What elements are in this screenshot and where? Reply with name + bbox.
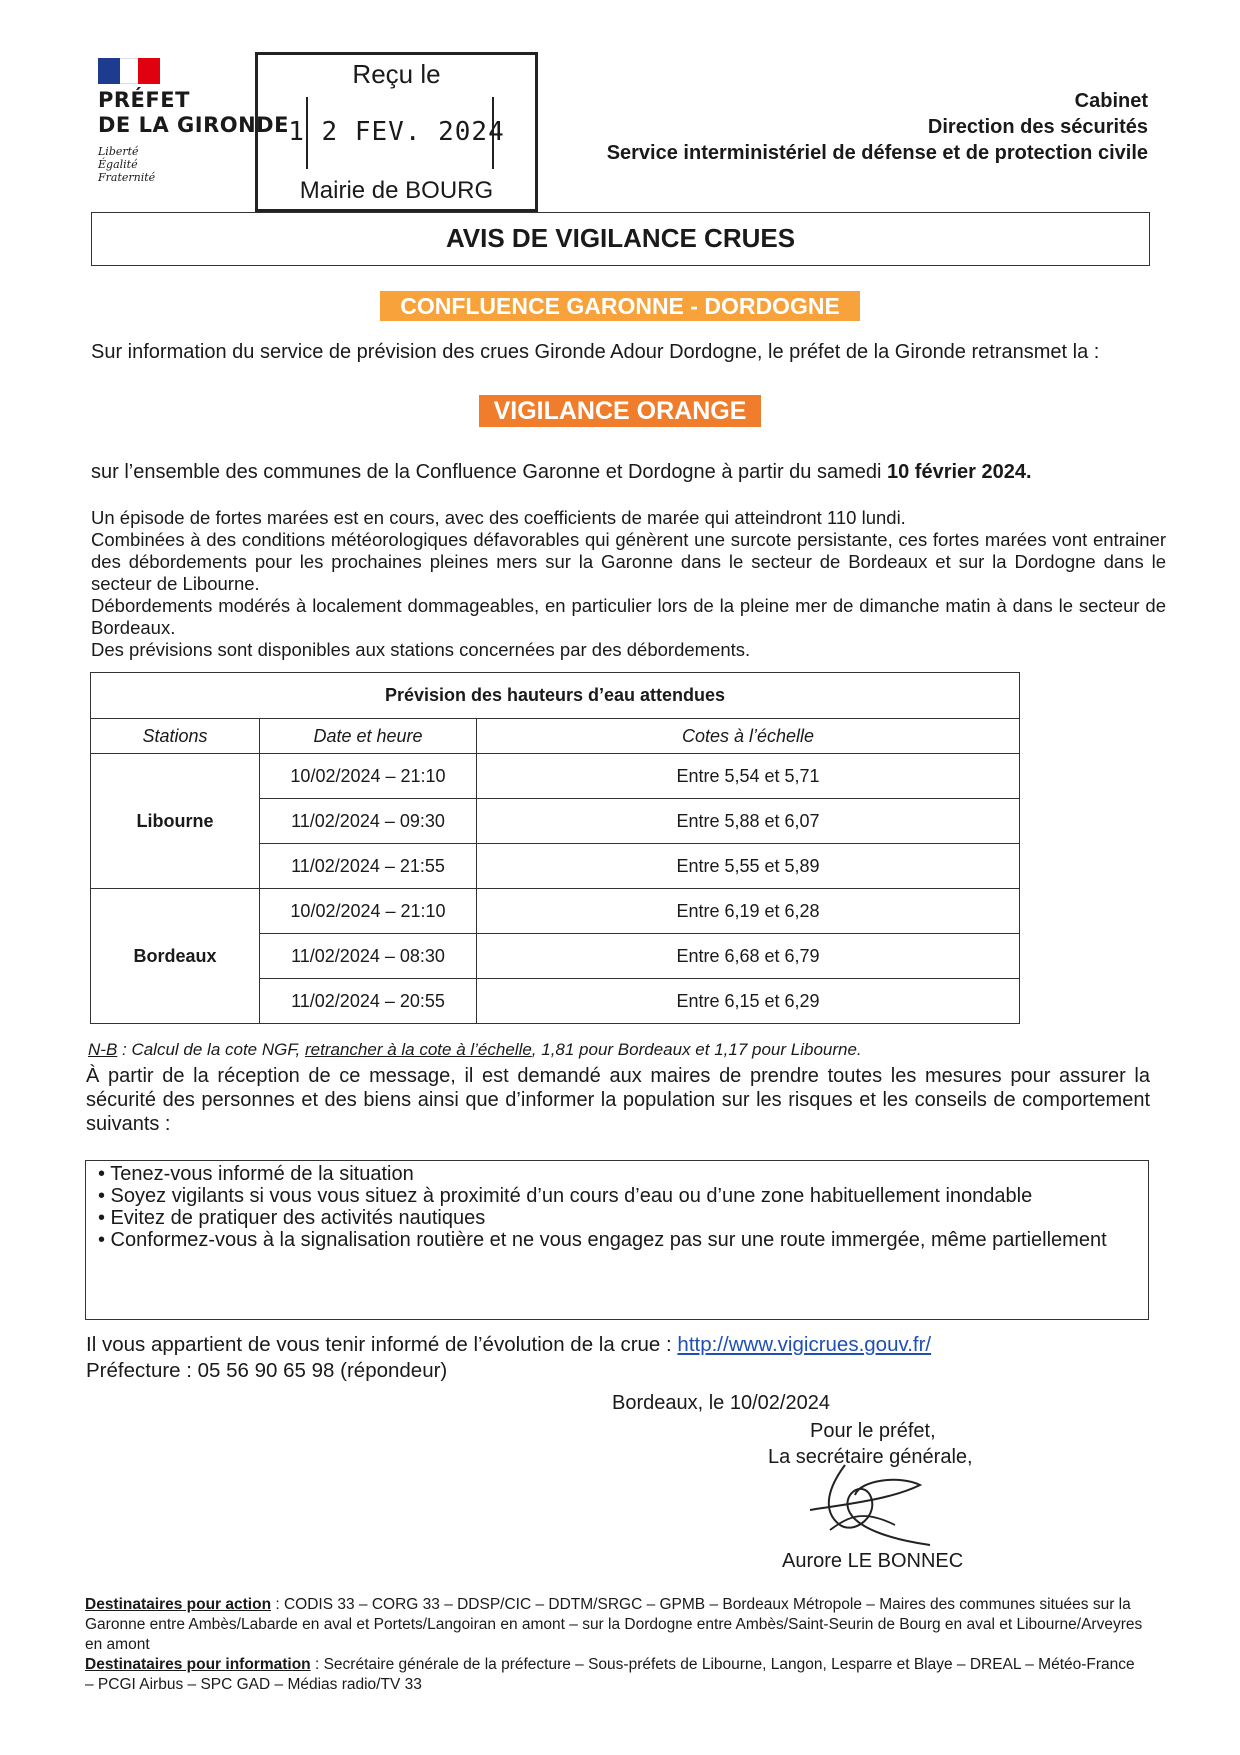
devise-egalite: Égalité — [98, 158, 138, 171]
paragraph-3: Débordements modérés à localement dommageables, en particulier lors de la pleine mer de dimanche matin à dans le secteur de Bordeaux. — [91, 595, 1166, 638]
devise — [98, 145, 155, 184]
row-cote: Entre 6,15 et 6,29 — [477, 979, 1020, 1024]
row-date: 11/02/2024 – 08:30 — [260, 934, 477, 979]
signatory-name: Aurore LE BONNEC — [782, 1550, 964, 1572]
nb-note — [88, 1040, 862, 1060]
row-date: 11/02/2024 – 09:30 — [260, 799, 477, 844]
footer-recipients — [85, 1595, 1145, 1695]
phone-line: Préfecture : 05 56 90 65 98 (répondeur) — [86, 1359, 448, 1382]
prefet-line2: DE LA GIRONDE — [98, 113, 289, 137]
row-date: 11/02/2024 – 21:55 — [260, 844, 477, 889]
action-text: : CODIS 33 – CORG 33 – DDSP/CIC – DDTM/SRGC – GPMB – Bordeaux Métropole – Maires des communes situées sur la Garonne entre Ambès/Labarde en aval et Portets/Langoiran en amont – sur la Dordogne entre Ambès/Saint-Seurin de Bourg en aval et Libourne/Arveyres en amont — [85, 1596, 1143, 1653]
action-label: Destinataires pour action — [85, 1596, 272, 1613]
nb-label: N-B — [88, 1040, 118, 1059]
nb-text1: : Calcul de la cote NGF, — [117, 1040, 305, 1059]
prefet-line1: PRÉFET — [98, 88, 190, 112]
scope-date: 10 février 2024. — [887, 461, 1032, 483]
row-cote: Entre 5,54 et 5,71 — [477, 754, 1020, 799]
request-text: À partir de la réception de ce message, il est demandé aux maires de prendre toutes les mesures pour assurer la sécurité des personnes et des biens ainsi que d’informer la population sur les risques et les conseils de comportement suivants : — [86, 1065, 1150, 1135]
table-caption: Prévision des hauteurs d’eau attendues — [91, 673, 1020, 719]
marianne-flag-logo — [98, 58, 160, 84]
reception-stamp — [255, 52, 538, 212]
info-text: Il vous appartient de vous tenir informé de l’évolution de la crue : — [86, 1333, 678, 1356]
advice-item: • Tenez-vous informé de la situation — [98, 1163, 414, 1185]
info-recipients-text: : Secrétaire générale de la préfecture – Sous-préfets de Libourne, Langon, Lesparre et Blaye – DREAL – Météo-France – PCGI Airbus – SPC GAD – Médias radio/TV 33 — [85, 1656, 1135, 1693]
intro-text: Sur information du service de prévision des crues Gironde Adour Dordogne, le préfet de la Gironde retransmet la : — [91, 341, 1100, 363]
paragraph-1: Un épisode de fortes marées est en cours, avec des coefficients de marée qui atteindront 110 lundi. — [91, 507, 906, 528]
stamp-recu-le: Reçu le — [352, 59, 441, 89]
advice-item: • Conformez-vous à la signalisation routière et ne vous engagez pas sur une route immergée, même partiellement — [98, 1229, 1107, 1251]
paragraph-4: Des prévisions sont disponibles aux stations concernées par des débordements. — [91, 639, 751, 660]
footer-action — [85, 1595, 1145, 1655]
row-cote: Entre 5,55 et 5,89 — [477, 844, 1020, 889]
info-line — [86, 1332, 1150, 1357]
station-libourne: Libourne — [91, 754, 260, 889]
advice-item: • Soyez vigilants si vous vous situez à proximité d’un cours d’eau ou d’une zone habituellement inondable — [98, 1185, 1033, 1207]
row-date: 11/02/2024 – 20:55 — [260, 979, 477, 1024]
table-row — [91, 754, 1020, 799]
devise-fraternite: Fraternité — [98, 171, 156, 184]
signature-line1: Pour le préfet, — [810, 1420, 936, 1442]
advice-box — [85, 1160, 1149, 1320]
zone-highlight: CONFLUENCE GARONNE - DORDOGNE — [380, 291, 860, 321]
header-date: Date et heure — [260, 719, 477, 754]
direction-line: Direction des sécurités — [927, 116, 1148, 138]
table-row — [91, 889, 1020, 934]
footer-info — [85, 1655, 1145, 1695]
stamp-date: 1 2 FEV. 2024 — [288, 117, 505, 147]
scope-text — [91, 460, 1150, 485]
row-date: 10/02/2024 – 21:10 — [260, 889, 477, 934]
nb-underlined: retrancher à la cote à l’échelle — [305, 1040, 532, 1059]
document-title: AVIS DE VIGILANCE CRUES — [91, 212, 1150, 266]
devise-liberte: Liberté — [98, 145, 139, 158]
nb-text2: , 1,81 pour Bordeaux et 1,17 pour Libourne. — [531, 1040, 862, 1059]
handwritten-signature — [800, 1455, 940, 1550]
scope-text-body: sur l’ensemble des communes de la Confluence Garonne et Dordogne à partir du samedi — [91, 461, 887, 483]
cabinet-block — [607, 88, 1148, 166]
row-date: 10/02/2024 – 21:10 — [260, 754, 477, 799]
signature-line2: La secrétaire générale, — [768, 1446, 973, 1468]
signature-place-date: Bordeaux, le 10/02/2024 — [612, 1392, 830, 1414]
row-cote: Entre 6,68 et 6,79 — [477, 934, 1020, 979]
forecast-table — [90, 672, 1020, 1024]
stamp-mairie: Mairie de BOURG — [299, 177, 494, 204]
header-stations: Stations — [91, 719, 260, 754]
header-cotes: Cotes à l’échelle — [477, 719, 1020, 754]
advice-item: • Evitez de pratiquer des activités nautiques — [98, 1207, 486, 1229]
info-label: Destinataires pour information — [85, 1656, 311, 1673]
vigicrues-link[interactable]: http://www.vigicrues.gouv.fr/ — [677, 1333, 932, 1356]
station-bordeaux: Bordeaux — [91, 889, 260, 1024]
paragraph-2: Combinées à des conditions météorologiques défavorables qui génèrent une surcote persistante, ces fortes marées vont entrainer des débordements pour les prochaines pleines mers sur la Garonne dans le secteur de Bordeaux et sur la Dordogne dans le secteur de Libourne. — [91, 529, 1166, 594]
cabinet-line: Cabinet — [1074, 90, 1148, 112]
row-cote: Entre 6,19 et 6,28 — [477, 889, 1020, 934]
vigilance-level: VIGILANCE ORANGE — [479, 395, 761, 427]
service-line: Service interministériel de défense et de protection civile — [606, 142, 1148, 164]
situation-paragraphs — [91, 507, 1166, 661]
row-cote: Entre 5,88 et 6,07 — [477, 799, 1020, 844]
